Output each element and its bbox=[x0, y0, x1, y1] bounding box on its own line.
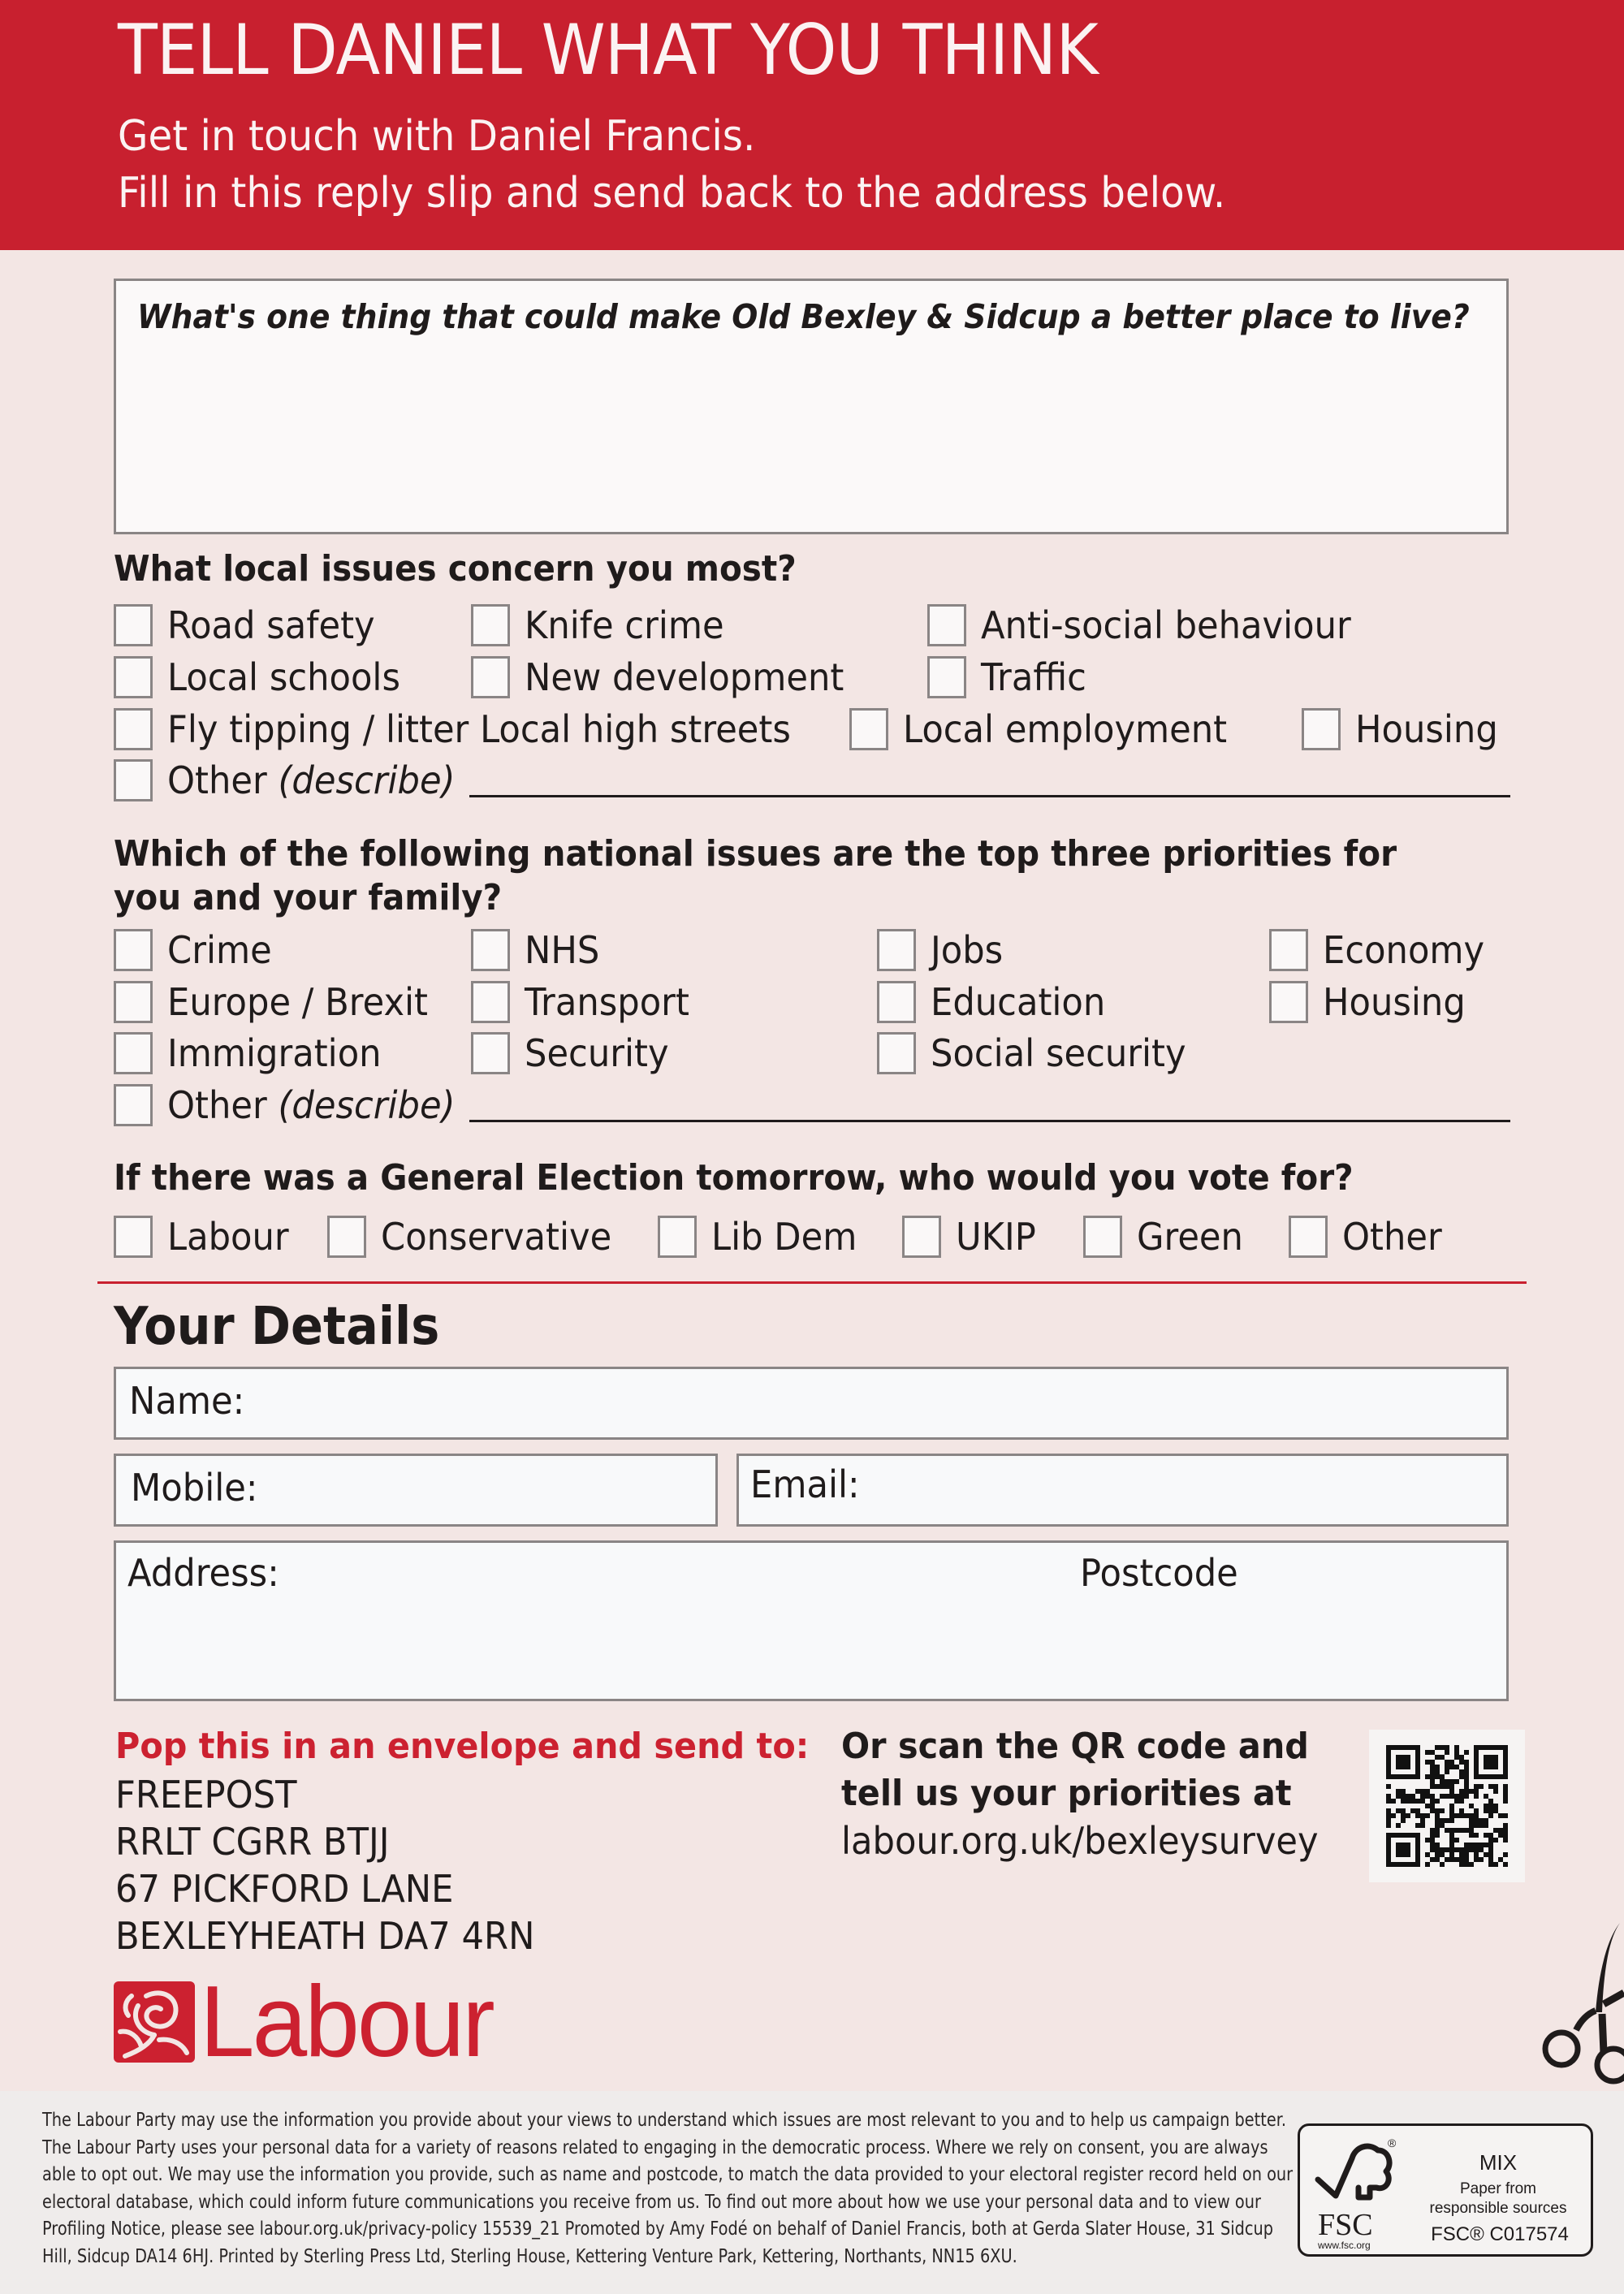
option-label: Other bbox=[1342, 1215, 1442, 1259]
option-label: Local employment bbox=[903, 707, 1228, 751]
option-label: Knife crime bbox=[525, 603, 724, 647]
option-label: Immigration bbox=[167, 1031, 382, 1075]
checkbox[interactable] bbox=[471, 656, 510, 698]
local-option-fly-tipping[interactable] bbox=[114, 707, 831, 751]
option-label: Labour bbox=[167, 1215, 289, 1259]
checkbox[interactable] bbox=[1289, 1216, 1328, 1258]
name-label: Name: bbox=[129, 1379, 245, 1423]
name-field[interactable] bbox=[114, 1367, 1509, 1440]
option-label: Security bbox=[525, 1031, 669, 1075]
vote-option-lib-dem[interactable] bbox=[658, 1215, 866, 1259]
option-label: Conservative bbox=[381, 1215, 612, 1259]
fsc-wordmark: FSC bbox=[1318, 2208, 1373, 2242]
vote-option-green[interactable] bbox=[1083, 1215, 1250, 1259]
national-issues-heading-line2: you and your family? bbox=[114, 877, 503, 918]
page-title: TELL DANIEL WHAT YOU THINK bbox=[118, 10, 1098, 91]
rose-logo-icon bbox=[114, 1981, 195, 2063]
option-label: Other (describe) bbox=[167, 1083, 456, 1127]
fsc-tree-check-icon bbox=[1311, 2134, 1401, 2209]
option-label: Europe / Brexit bbox=[167, 980, 429, 1024]
checkbox[interactable] bbox=[114, 708, 153, 750]
fsc-paper-text: Paper from responsible sources bbox=[1429, 2180, 1567, 2217]
checkbox[interactable] bbox=[1269, 929, 1308, 971]
local-option-housing[interactable] bbox=[1302, 707, 1507, 751]
checkbox[interactable] bbox=[877, 1032, 916, 1074]
option-label: Traffic bbox=[981, 655, 1086, 699]
option-label: Anti-social behaviour bbox=[981, 603, 1351, 647]
national-option-security[interactable] bbox=[471, 1031, 678, 1075]
checkbox[interactable] bbox=[114, 1032, 153, 1074]
fine-print-line: able to opt out. We may use the information you provide, such as name and postcode, to match the data provided to your electoral register record held on our bbox=[42, 2164, 1294, 2185]
fsc-mix: MIX bbox=[1479, 2150, 1518, 2175]
option-label: Lib Dem bbox=[711, 1215, 857, 1259]
local-issues-heading: What local issues concern you most? bbox=[114, 548, 797, 590]
checkbox[interactable] bbox=[114, 929, 153, 971]
vote-option-labour[interactable] bbox=[114, 1215, 296, 1259]
checkbox[interactable] bbox=[471, 929, 510, 971]
checkbox[interactable] bbox=[658, 1216, 697, 1258]
checkbox[interactable] bbox=[327, 1216, 366, 1258]
checkbox[interactable] bbox=[1269, 981, 1308, 1023]
checkbox[interactable] bbox=[927, 604, 966, 646]
option-label: Transport bbox=[525, 980, 689, 1024]
checkbox[interactable] bbox=[927, 656, 966, 698]
email-label: Email: bbox=[750, 1462, 860, 1506]
local-option-road-safety[interactable] bbox=[114, 603, 388, 647]
checkbox[interactable] bbox=[1302, 708, 1341, 750]
national-option-economy[interactable] bbox=[1269, 928, 1495, 972]
header-subtitle-2: Fill in this reply slip and send back to the address below. bbox=[118, 169, 1226, 218]
checkbox[interactable] bbox=[114, 759, 153, 801]
vote-option-ukip[interactable] bbox=[902, 1215, 1041, 1259]
address-label: Address: bbox=[127, 1551, 279, 1595]
national-option-other[interactable] bbox=[114, 1083, 473, 1127]
option-label: Other (describe) bbox=[167, 758, 456, 802]
checkbox[interactable] bbox=[114, 1216, 153, 1258]
local-option-local-employment[interactable] bbox=[849, 707, 1248, 751]
section-divider bbox=[97, 1281, 1527, 1284]
survey-link[interactable]: labour.org.uk/bexleysurvey bbox=[841, 1819, 1319, 1863]
national-option-jobs[interactable] bbox=[877, 928, 1008, 972]
checkbox[interactable] bbox=[114, 1084, 153, 1126]
brand-name: Labour bbox=[200, 1966, 493, 2078]
checkbox[interactable] bbox=[877, 981, 916, 1023]
option-label: Fly tipping / litter Local high streets bbox=[167, 707, 791, 751]
labour-logo bbox=[114, 1966, 499, 2078]
address-line: FREEPOST bbox=[115, 1773, 297, 1817]
vote-option-conservative[interactable] bbox=[327, 1215, 626, 1259]
fsc-certification-badge bbox=[1298, 2123, 1593, 2257]
local-option-local-schools[interactable] bbox=[114, 655, 415, 699]
mobile-label: Mobile: bbox=[131, 1466, 258, 1510]
fine-print-line: Profiling Notice, please see labour.org.uk/privacy-policy 15539_21 Promoted by Amy Fodé on behalf of Daniel Francis, both at Gerda Slater House, 31 Sidcup bbox=[42, 2218, 1274, 2240]
fine-print-line: Hill, Sidcup DA14 6HJ. Printed by Sterling Press Ltd, Sterling House, Kettering Venture Park, Kettering, Northants, NN15 6XU. bbox=[42, 2245, 1017, 2267]
privacy-fine-print bbox=[42, 2107, 1294, 2270]
option-label: Jobs bbox=[931, 928, 1004, 972]
fsc-website: www.fsc.org bbox=[1318, 2240, 1371, 2251]
fsc-license-code: FSC® C017574 bbox=[1431, 2223, 1569, 2245]
national-option-crime[interactable] bbox=[114, 928, 279, 972]
address-line: 67 PICKFORD LANE bbox=[115, 1867, 454, 1911]
national-option-immigration[interactable] bbox=[114, 1031, 395, 1075]
checkbox[interactable] bbox=[877, 929, 916, 971]
checkbox[interactable] bbox=[471, 1032, 510, 1074]
local-option-other[interactable] bbox=[114, 758, 473, 802]
vote-option-other[interactable] bbox=[1289, 1215, 1449, 1259]
option-label: Green bbox=[1137, 1215, 1243, 1259]
fine-print-line: The Labour Party may use the information you provide about your views to understand which issues are most relevant to you and to help us campaign better. bbox=[42, 2110, 1287, 2131]
local-option-knife-crime[interactable] bbox=[471, 603, 736, 647]
national-issues-heading-line1: Which of the following national issues are the top three priorities for bbox=[114, 833, 1397, 875]
postcode-label: Postcode bbox=[1080, 1551, 1238, 1595]
local-option-anti-social[interactable] bbox=[927, 603, 1375, 647]
option-label: Local schools bbox=[167, 655, 400, 699]
checkbox[interactable] bbox=[114, 656, 153, 698]
qr-prompt-line1: Or scan the QR code and bbox=[841, 1726, 1309, 1767]
checkbox[interactable] bbox=[849, 708, 888, 750]
open-question-prompt: What's one thing that could make Old Bexley & Sidcup a better place to live? bbox=[137, 297, 1470, 336]
registered-mark: ® bbox=[1388, 2136, 1397, 2149]
header-banner bbox=[0, 0, 1624, 250]
checkbox[interactable] bbox=[1083, 1216, 1122, 1258]
option-label: NHS bbox=[525, 928, 600, 972]
local-option-new-development[interactable] bbox=[471, 655, 864, 699]
national-option-europe-brexit[interactable] bbox=[114, 980, 445, 1024]
scissors-icon bbox=[1539, 1923, 1624, 2085]
local-other-write-line[interactable] bbox=[469, 795, 1510, 797]
address-field[interactable] bbox=[114, 1540, 1509, 1701]
open-question-box[interactable] bbox=[114, 279, 1509, 534]
national-option-nhs[interactable] bbox=[471, 928, 604, 972]
checkbox[interactable] bbox=[114, 981, 153, 1023]
qr-prompt-line2: tell us your priorities at bbox=[841, 1773, 1292, 1814]
national-option-housing[interactable] bbox=[1269, 980, 1475, 1024]
send-title: Pop this in an envelope and send to: bbox=[115, 1726, 810, 1767]
option-label: Housing bbox=[1323, 980, 1466, 1024]
vote-heading: If there was a General Election tomorrow, who would you vote for? bbox=[114, 1157, 1354, 1199]
national-option-education[interactable] bbox=[877, 980, 1116, 1024]
option-label: Crime bbox=[167, 928, 272, 972]
header-subtitle-1: Get in touch with Daniel Francis. bbox=[118, 112, 756, 161]
details-title: Your Details bbox=[114, 1297, 440, 1357]
fine-print-line: electoral database, which could inform future communications you receive from us. To find out more about how we use your personal data and to view our bbox=[42, 2191, 1261, 2213]
option-label: Economy bbox=[1323, 928, 1485, 972]
email-field[interactable] bbox=[736, 1454, 1509, 1527]
mobile-field[interactable] bbox=[114, 1454, 718, 1527]
option-label: Education bbox=[931, 980, 1106, 1024]
option-label: Road safety bbox=[167, 603, 375, 647]
checkbox[interactable] bbox=[902, 1216, 941, 1258]
fine-print-line: The Labour Party uses your personal data for a variety of reasons related to engaging in the democratic process. Where we rely on consent, you are always bbox=[42, 2136, 1268, 2158]
national-other-write-line[interactable] bbox=[469, 1120, 1510, 1122]
qr-code-icon[interactable] bbox=[1369, 1730, 1525, 1882]
checkbox[interactable] bbox=[114, 604, 153, 646]
national-option-social-security[interactable] bbox=[877, 1031, 1203, 1075]
option-label: UKIP bbox=[956, 1215, 1036, 1259]
address-line: BEXLEYHEATH DA7 4RN bbox=[115, 1914, 535, 1958]
checkbox[interactable] bbox=[471, 981, 510, 1023]
option-label: Social security bbox=[931, 1031, 1186, 1075]
option-label: Housing bbox=[1355, 707, 1498, 751]
local-option-traffic[interactable] bbox=[927, 655, 1093, 699]
checkbox[interactable] bbox=[471, 604, 510, 646]
national-option-transport[interactable] bbox=[471, 980, 700, 1024]
address-line: RRLT CGRR BTJJ bbox=[115, 1820, 390, 1864]
option-label: New development bbox=[525, 655, 844, 699]
